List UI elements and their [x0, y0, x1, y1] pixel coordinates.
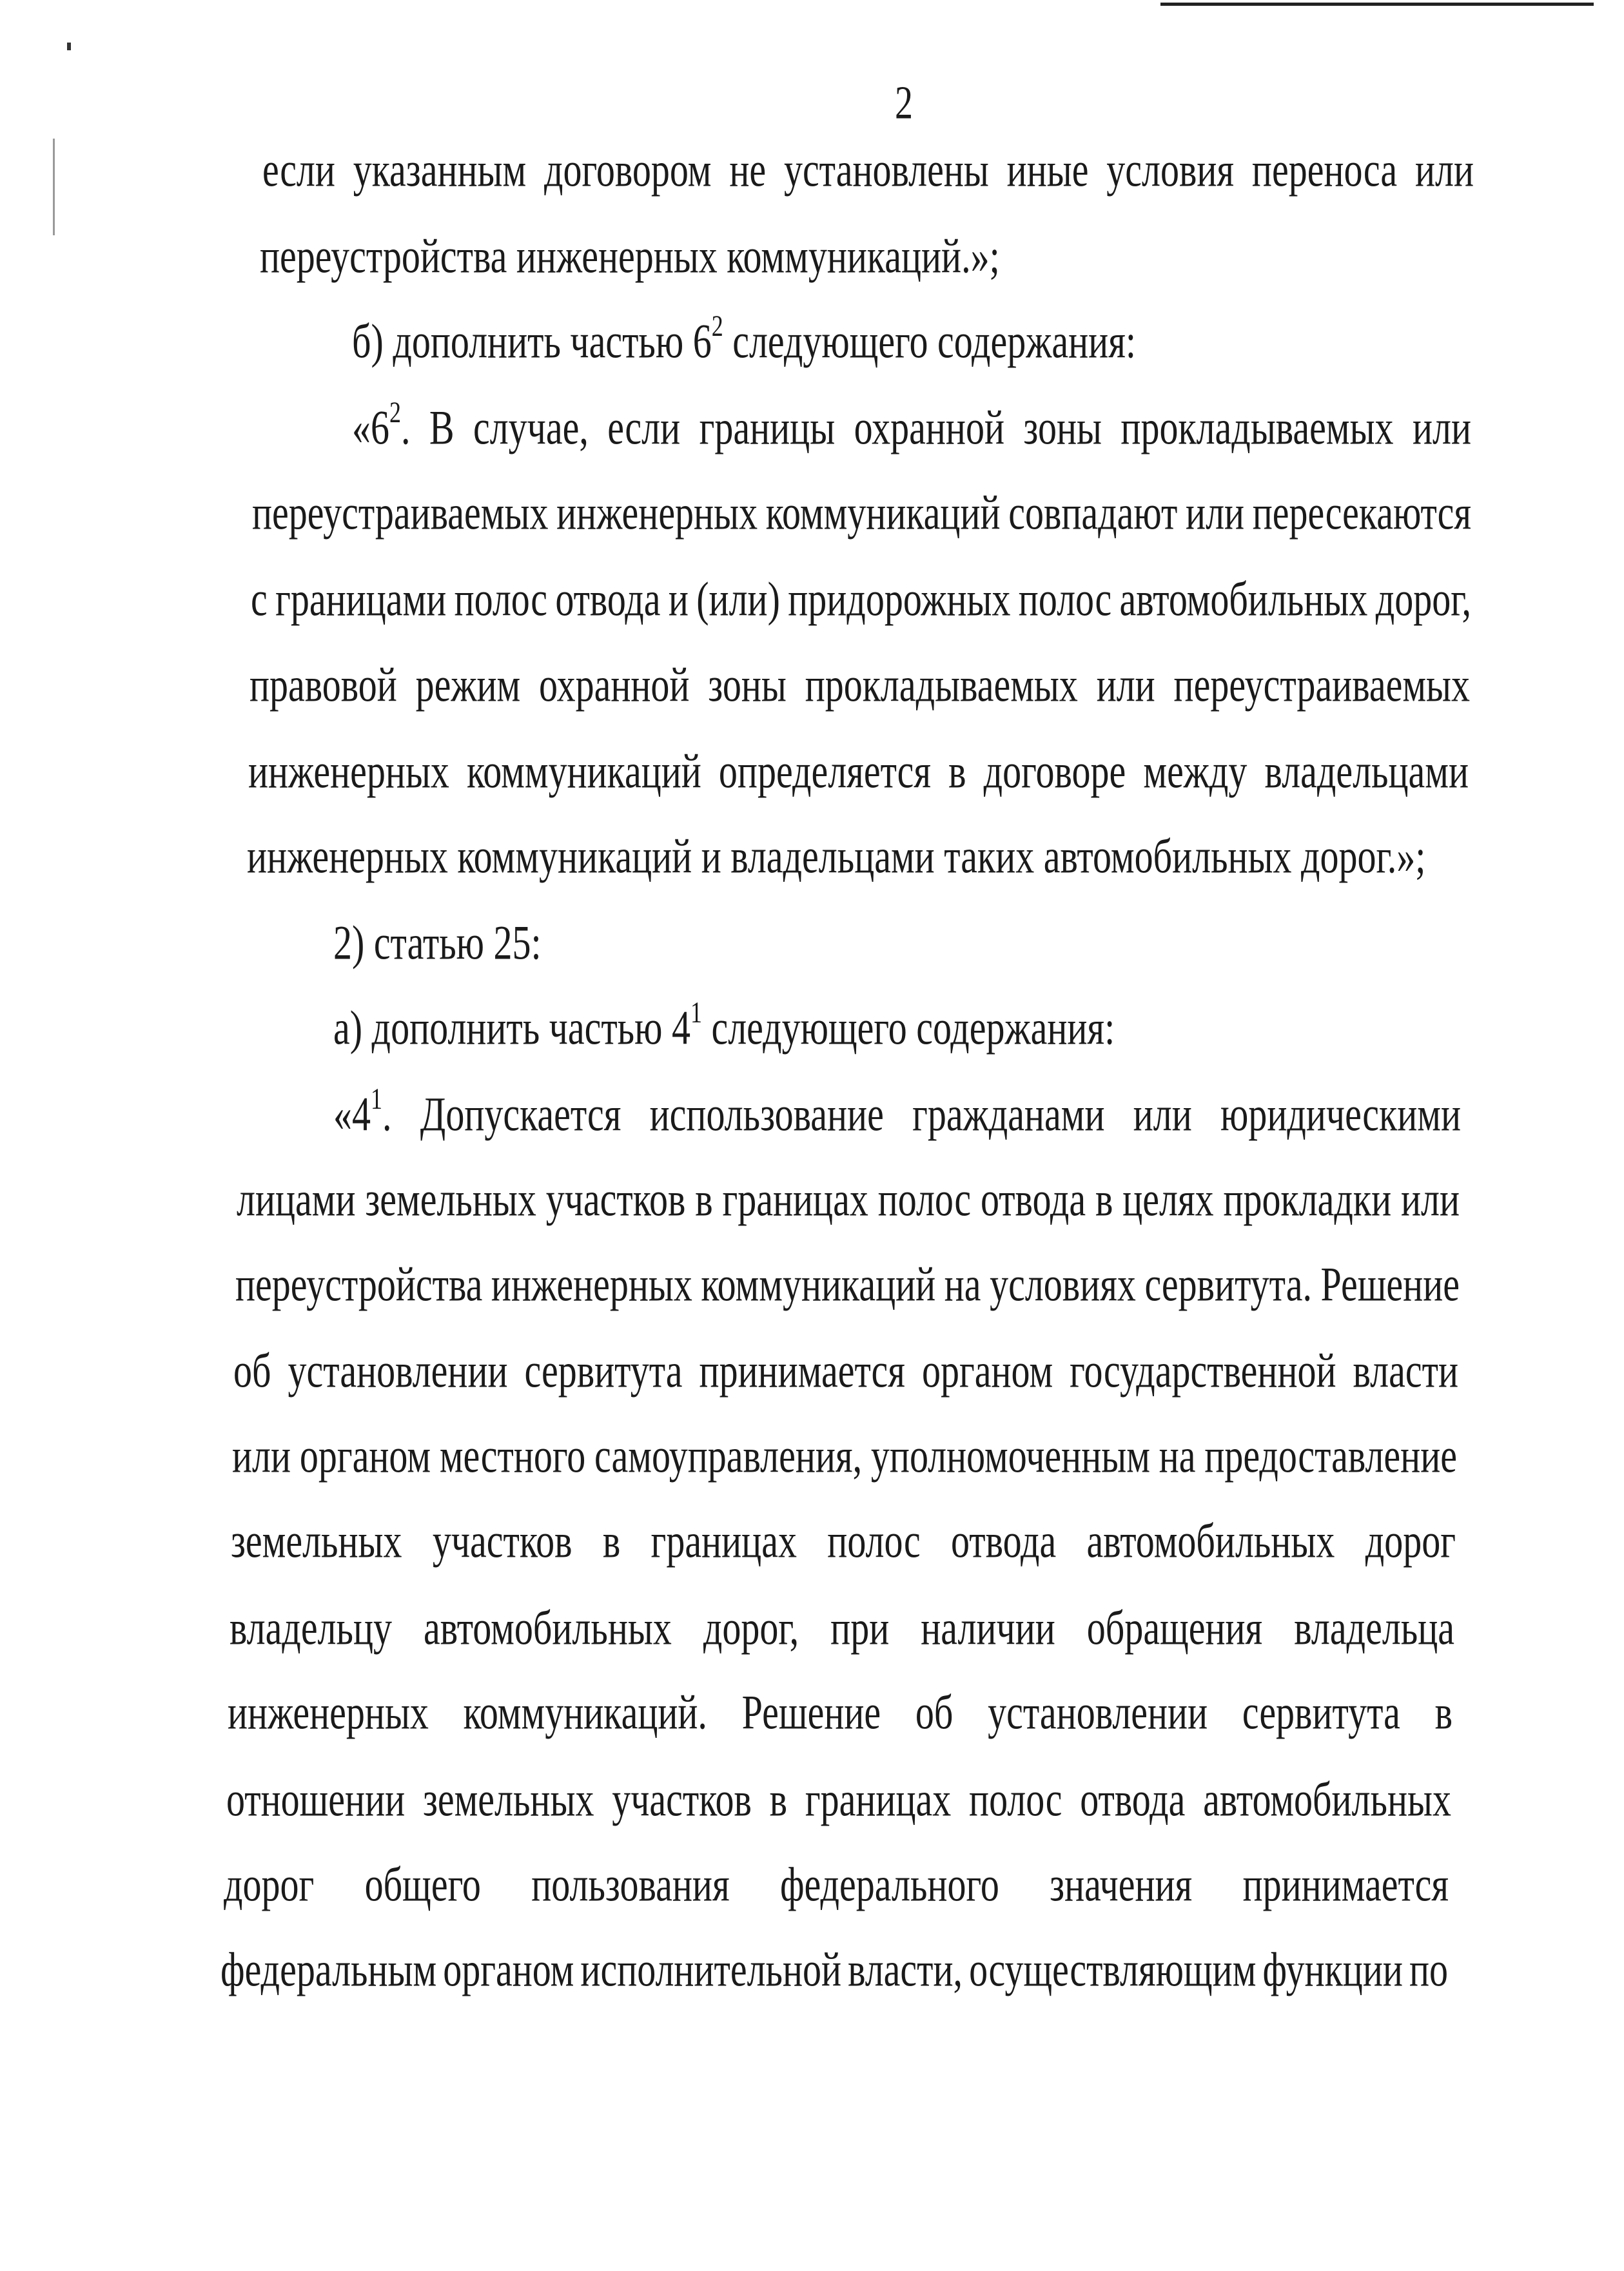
text-line: инженерных коммуникаций определяется в договоре между владельцами: [248, 744, 1469, 799]
text-part: . Допускается использование гражданами или юридическими: [382, 1087, 1461, 1142]
text-line: с границами полос отвода и (или) придорожных полос автомобильных дорог,: [251, 572, 1471, 627]
text-part: а) дополнить частью 4: [333, 1000, 690, 1055]
superscript: 1: [371, 1082, 382, 1116]
text-part: «4: [333, 1087, 371, 1142]
text-line: отношении земельных участков в границах полос отвода автомобильных: [226, 1772, 1451, 1827]
text-line: если указанным договором не установлены иные условия переноса или: [262, 142, 1474, 197]
text-part: следующего содержания:: [701, 1000, 1115, 1055]
text-line: переустраиваемых инженерных коммуникаций совпадают или пересекаются: [252, 485, 1471, 540]
text-line: дорог общего пользования федерального значения принимается: [224, 1857, 1449, 1912]
text-part: следующего содержания:: [723, 314, 1136, 369]
text-line: федеральным органом исполнительной власти, осуществляющим функции по: [220, 1942, 1448, 1997]
text-part: б) дополнить частью 6: [352, 314, 712, 369]
superscript: 1: [690, 995, 702, 1029]
scan-speck: [67, 43, 71, 50]
page-number: 2: [895, 77, 913, 130]
text-part: «6: [352, 400, 389, 455]
text-line: [333, 1083, 1461, 1147]
text-line: инженерных коммуникаций и владельцами таких автомобильных дорог.»;: [247, 829, 1426, 884]
text-line: 2) статью 25:: [333, 915, 542, 970]
text-line: переустройства инженерных коммуникаций на условиях сервитута. Решение: [235, 1257, 1460, 1312]
superscript: 2: [711, 309, 723, 343]
text-part: . В случае, если границы охранной зоны прокладываемых или: [401, 400, 1471, 455]
superscript: 2: [389, 395, 401, 429]
text-line: или органом местного самоуправления, уполномоченным на предоставление: [232, 1428, 1457, 1483]
text-line: переустройства инженерных коммуникаций.»;: [260, 229, 1000, 284]
scan-top-rule: [1160, 3, 1594, 6]
text-line: владельцу автомобильных дорог, при наличии обращения владельца: [230, 1601, 1454, 1655]
text-line: об установлении сервитута принимается органом государственной власти: [233, 1343, 1458, 1398]
text-line: земельных участков в границах полос отвода автомобильных дорог: [231, 1514, 1456, 1568]
text-line: [333, 997, 1115, 1060]
scan-speck: [53, 139, 55, 235]
text-line: лицами земельных участков в границах полос отвода в целях прокладки или: [237, 1172, 1460, 1227]
text-line: правовой режим охранной зоны прокладываемых или переустраиваемых: [249, 658, 1470, 712]
text-line: [352, 396, 1471, 460]
text-line: инженерных коммуникаций. Решение об установлении сервитута в: [228, 1685, 1453, 1740]
text-line: [352, 310, 1136, 374]
